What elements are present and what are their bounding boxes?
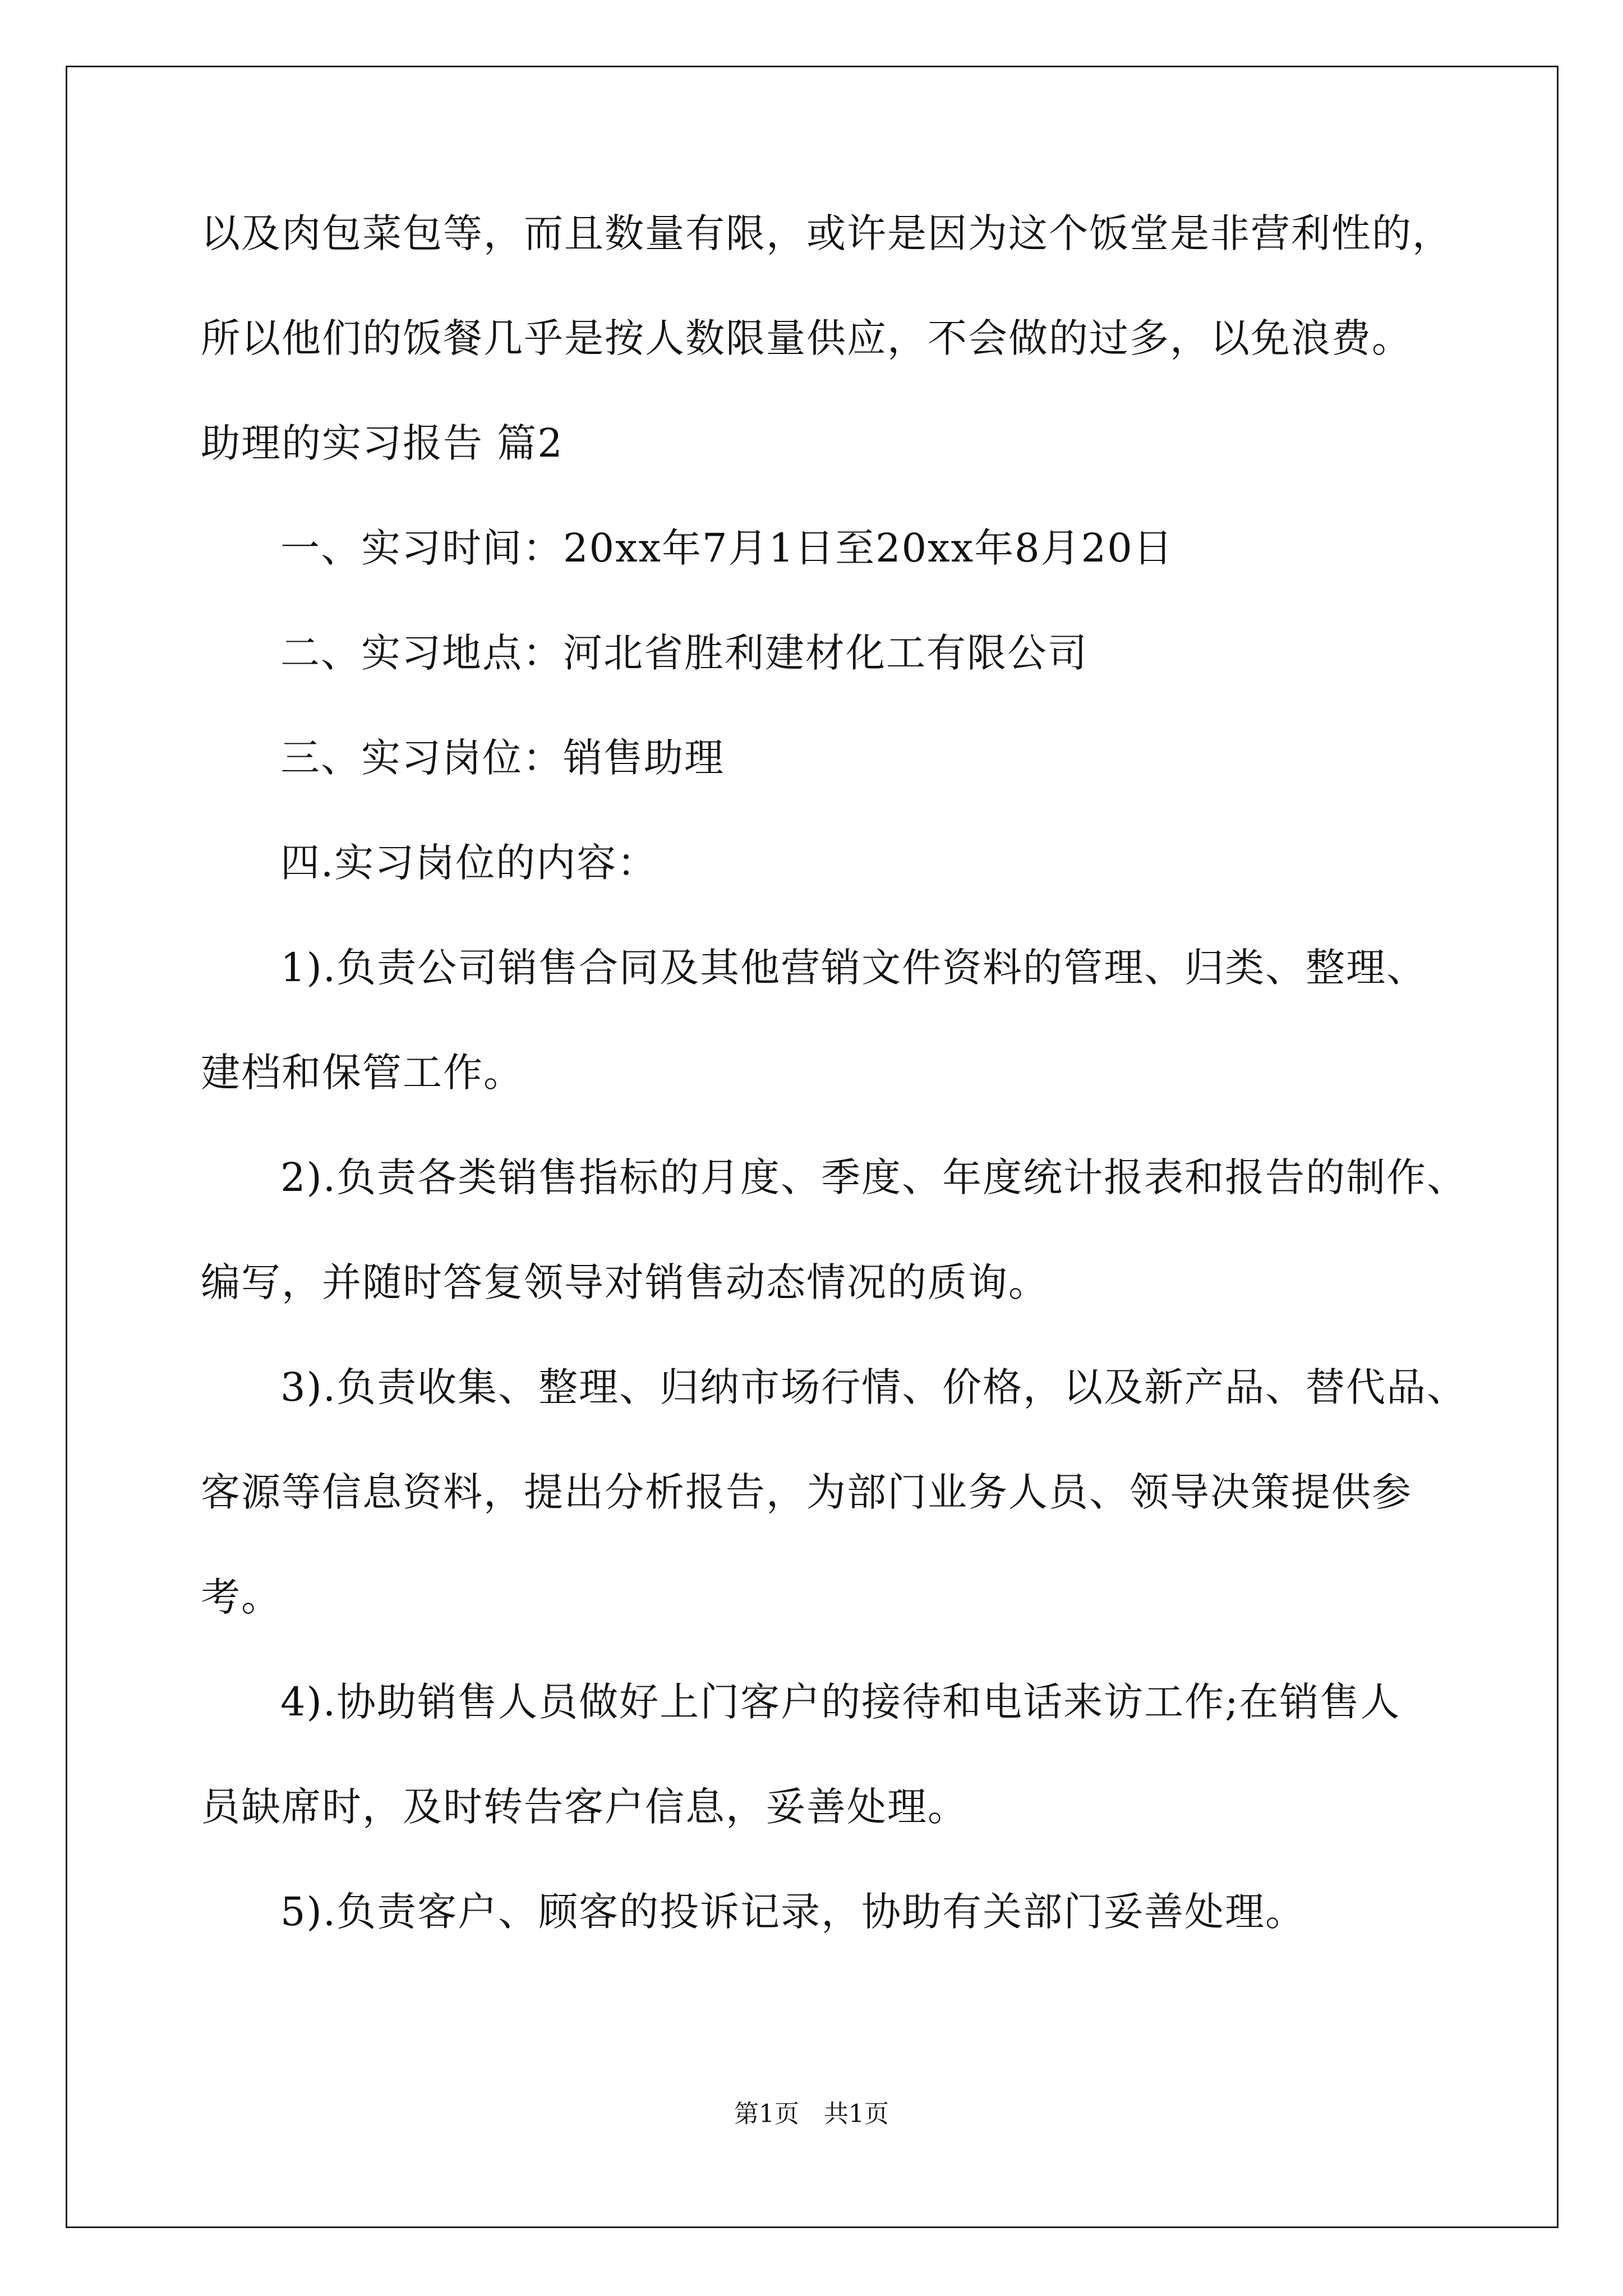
list-item-line: 编写，并随时答复领导对销售动态情况的质询。	[201, 1259, 1049, 1305]
list-item-line: 员缺席时，及时转告客户信息，妥善处理。	[201, 1784, 968, 1830]
body-line: 所以他们的饭餐几乎是按人数限量供应，不会做的过多，以免浪费。	[201, 315, 1412, 361]
list-item-line: 2).负责各类销售指标的月度、季度、年度统计报表和报告的制作、	[280, 1154, 1468, 1200]
list-item-line: 考。	[201, 1574, 282, 1620]
body-line: 四.实习岗位的内容：	[280, 840, 658, 886]
list-item-line: 3).负责收集、整理、归纳市场行情、价格，以及新产品、替代品、	[280, 1364, 1468, 1410]
list-item-line: 客源等信息资料，提出分析报告，为部门业务人员、领导决策提供参	[201, 1469, 1412, 1515]
page-number-footer: 第1页 共1页	[734, 2100, 889, 2128]
section-heading: 助理的实习报告 篇2	[201, 420, 564, 466]
list-item-line: 1).负责公司销售合同及其他营销文件资料的管理、归类、整理、	[280, 945, 1427, 991]
body-line: 以及肉包菜包等，而且数量有限，或许是因为这个饭堂是非营利性的，	[201, 210, 1453, 256]
list-item-line: 5).负责客户、顾客的投诉记录，协助有关部门妥善处理。	[280, 1889, 1306, 1935]
list-item-line: 建档和保管工作。	[201, 1050, 524, 1096]
body-line: 三、实习岗位：销售助理	[280, 735, 725, 781]
list-item-line: 4).协助销售人员做好上门客户的接待和电话来访工作;在销售人	[280, 1679, 1401, 1725]
body-line: 一、实习时间：20xx年7月1日至20xx年8月20日	[280, 525, 1174, 571]
body-line: 二、实习地点：河北省胜利建材化工有限公司	[280, 630, 1088, 676]
